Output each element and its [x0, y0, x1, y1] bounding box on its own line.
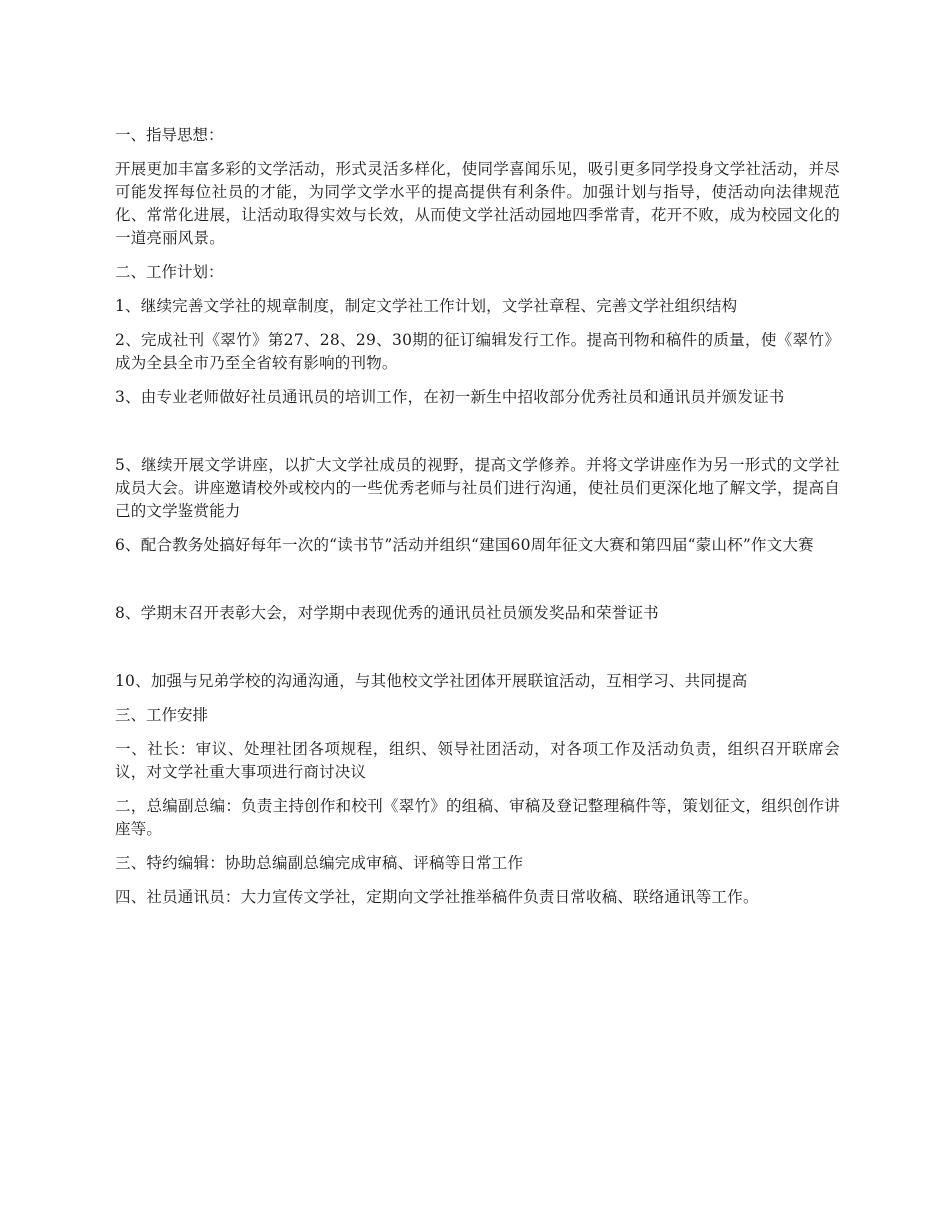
blank-gap: [115, 568, 840, 602]
section-heading-guiding-ideology: 一、指导思想：: [115, 126, 224, 144]
section-heading-work-plan: 二、工作计划：: [115, 263, 224, 281]
plan-item-10: 10、加强与兄弟学校的沟通沟通，与其他校文学社团体开展联谊活动，互相学习、共同提高: [115, 672, 748, 690]
arrangement-item-chief-editor: 二，总编副总编：负责主持创作和校刊《翠竹》的组稿、审稿及登记整理稿件等，策划征文，组织创作讲座等。: [115, 797, 840, 838]
plan-item-6: 6、配合教务处搞好每年一次的“读书节”活动并组织“建国60周年征文大赛和第四届“蒙山杯”作文大赛: [115, 536, 814, 554]
blank-gap: [115, 420, 840, 454]
section-heading-work-arrangement: 三、工作安排: [115, 706, 209, 724]
plan-item-1: 1、继续完善文学社的规章制度，制定文学社工作计划，文学社章程、完善文学社组织结构: [115, 297, 738, 315]
plan-item-3: 3、由专业老师做好社员通讯员的培训工作，在初一新生中招收部分优秀社员和通讯员并颁发证书: [115, 388, 785, 406]
plan-item-2: 2、完成社刊《翠竹》第27、28、29、30期的征订编辑发行工作。提高刊物和稿件的质量，使《翠竹》成为全县全市乃至全省较有影响的刊物。: [115, 331, 840, 372]
paragraph-guiding-ideology: 开展更加丰富多彩的文学活动，形式灵活多样化，使同学喜闻乐见，吸引更多同学投身文学社活动，并尽可能发挥每位社员的才能，为同学文学水平的提高提供有利条件。加强计划与指导，使活动向法律规范化、常常化进展，让活动取得实效与长效，从而使文学社活动园地四季常青，花开不败，成为校园文化的一道亮丽风景。: [115, 160, 840, 247]
plan-item-5: 5、继续开展文学讲座，以扩大文学社成员的视野，提高文学修养。并将文学讲座作为另一形式的文学社成员大会。讲座邀请校外或校内的一些优秀老师与社员们进行沟通，使社员们更深化地了解文学，提高自己的文学鉴赏能力: [115, 456, 840, 520]
blank-gap: [115, 636, 840, 670]
arrangement-item-correspondent: 四、社员通讯员：大力宣传文学社，定期向文学社推举稿件负责日常收稿、联络通讯等工作。: [115, 888, 759, 906]
arrangement-item-president: 一、社长：审议、处理社团各项规程，组织、领导社团活动，对各项工作及活动负责，组织召开联席会议，对文学社重大事项进行商讨决议: [115, 740, 840, 781]
arrangement-item-special-editor: 三、特约编辑：协助总编副总编完成审稿、评稿等日常工作: [115, 854, 524, 872]
document-page: [115, 124, 840, 920]
plan-item-8: 8、学期末召开表彰大会，对学期中表现优秀的通讯员社员颁发奖品和荣誉证书: [115, 604, 659, 622]
